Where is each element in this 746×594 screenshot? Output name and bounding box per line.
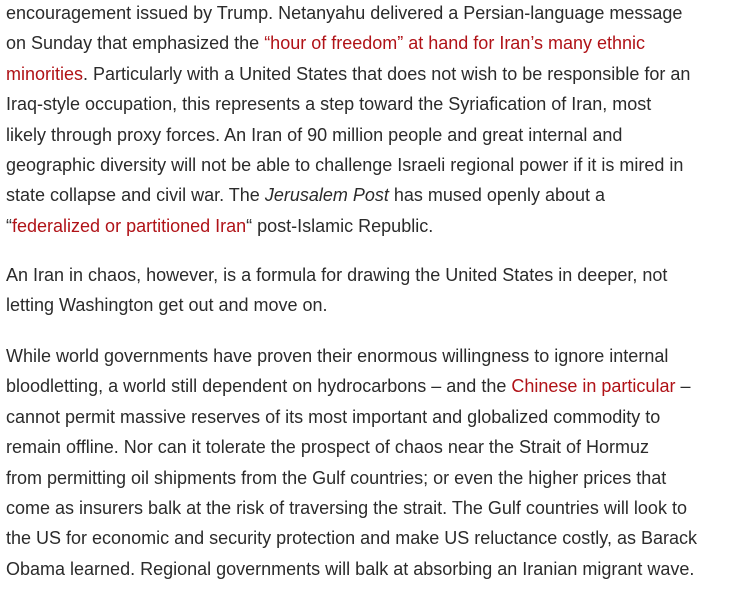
text-line bbox=[6, 185, 605, 205]
text-line bbox=[6, 3, 682, 23]
paragraph bbox=[6, 341, 697, 584]
text-line bbox=[6, 216, 433, 236]
text: letting Washington get out and move on. bbox=[6, 295, 328, 316]
paragraph bbox=[6, 260, 667, 321]
text: An Iran in chaos, however, is a formula for drawing the United States in deeper, not bbox=[6, 265, 668, 285]
hour-of-freedom-link[interactable]: “hour of freedom” at hand for Iran’s many ethnic bbox=[264, 33, 646, 54]
text-line bbox=[6, 528, 697, 548]
text-line bbox=[6, 33, 645, 53]
text-line bbox=[6, 94, 651, 114]
text-line bbox=[6, 468, 666, 488]
partitioned-iran-link[interactable]: federalized or partitioned Iran bbox=[12, 215, 247, 236]
text: Obama learned. Regional governments will balk at absorbing an Iranian migrant wave. bbox=[6, 558, 695, 579]
text-line bbox=[6, 265, 667, 285]
text: geographic diversity will not be able to challenge Israeli regional power if it is mired in bbox=[6, 155, 684, 176]
text-line bbox=[6, 346, 668, 366]
text: from permitting oil shipments from the Gulf countries; or even the higher prices that bbox=[6, 467, 667, 488]
text-line bbox=[6, 559, 694, 579]
text: “ post-Islamic Republic. bbox=[246, 215, 434, 236]
publication-name: Jerusalem Post bbox=[264, 185, 389, 206]
text: encouragement issued by Trump. Netanyahu delivered a Persian-language message bbox=[6, 3, 683, 23]
text: the US for economic and security protection and make US reluctance costly, as Barack bbox=[6, 528, 697, 549]
text: bloodletting, a world still dependent on hydrocarbons – and the bbox=[6, 376, 512, 397]
text-line bbox=[6, 498, 687, 518]
text-line bbox=[6, 64, 690, 84]
text: “ bbox=[6, 215, 12, 236]
text: remain offline. Nor can it tolerate the prospect of chaos near the Strait of Hormuz bbox=[6, 437, 649, 458]
hour-of-freedom-link-continued[interactable]: minorities bbox=[6, 63, 84, 84]
text-line bbox=[6, 407, 660, 427]
chinese-in-particular-link[interactable]: Chinese in particular bbox=[511, 376, 676, 397]
text-line bbox=[6, 437, 649, 457]
text-line bbox=[6, 376, 690, 396]
text: cannot permit massive reserves of its most important and globalized commodity to bbox=[6, 406, 661, 427]
text: – bbox=[675, 376, 691, 397]
paragraph bbox=[6, 0, 690, 241]
text: state collapse and civil war. The bbox=[6, 185, 265, 206]
text: While world governments have proven their enormous willingness to ignore internal bbox=[6, 346, 669, 366]
text-line bbox=[6, 155, 683, 175]
text: has mused openly about a bbox=[388, 185, 606, 206]
text-line bbox=[6, 295, 328, 315]
text: . Particularly with a United States that does not wish to be responsible for an bbox=[83, 63, 691, 84]
text: Iraq-style occupation, this represents a step toward the Syriafication of Iran, most bbox=[6, 94, 652, 115]
text: on Sunday that emphasized the bbox=[6, 33, 265, 54]
text: come as insurers balk at the risk of traversing the strait. The Gulf countries will look to bbox=[6, 498, 687, 519]
text: likely through proxy forces. An Iran of 90 million people and great internal and bbox=[6, 124, 623, 145]
text-line bbox=[6, 125, 622, 145]
